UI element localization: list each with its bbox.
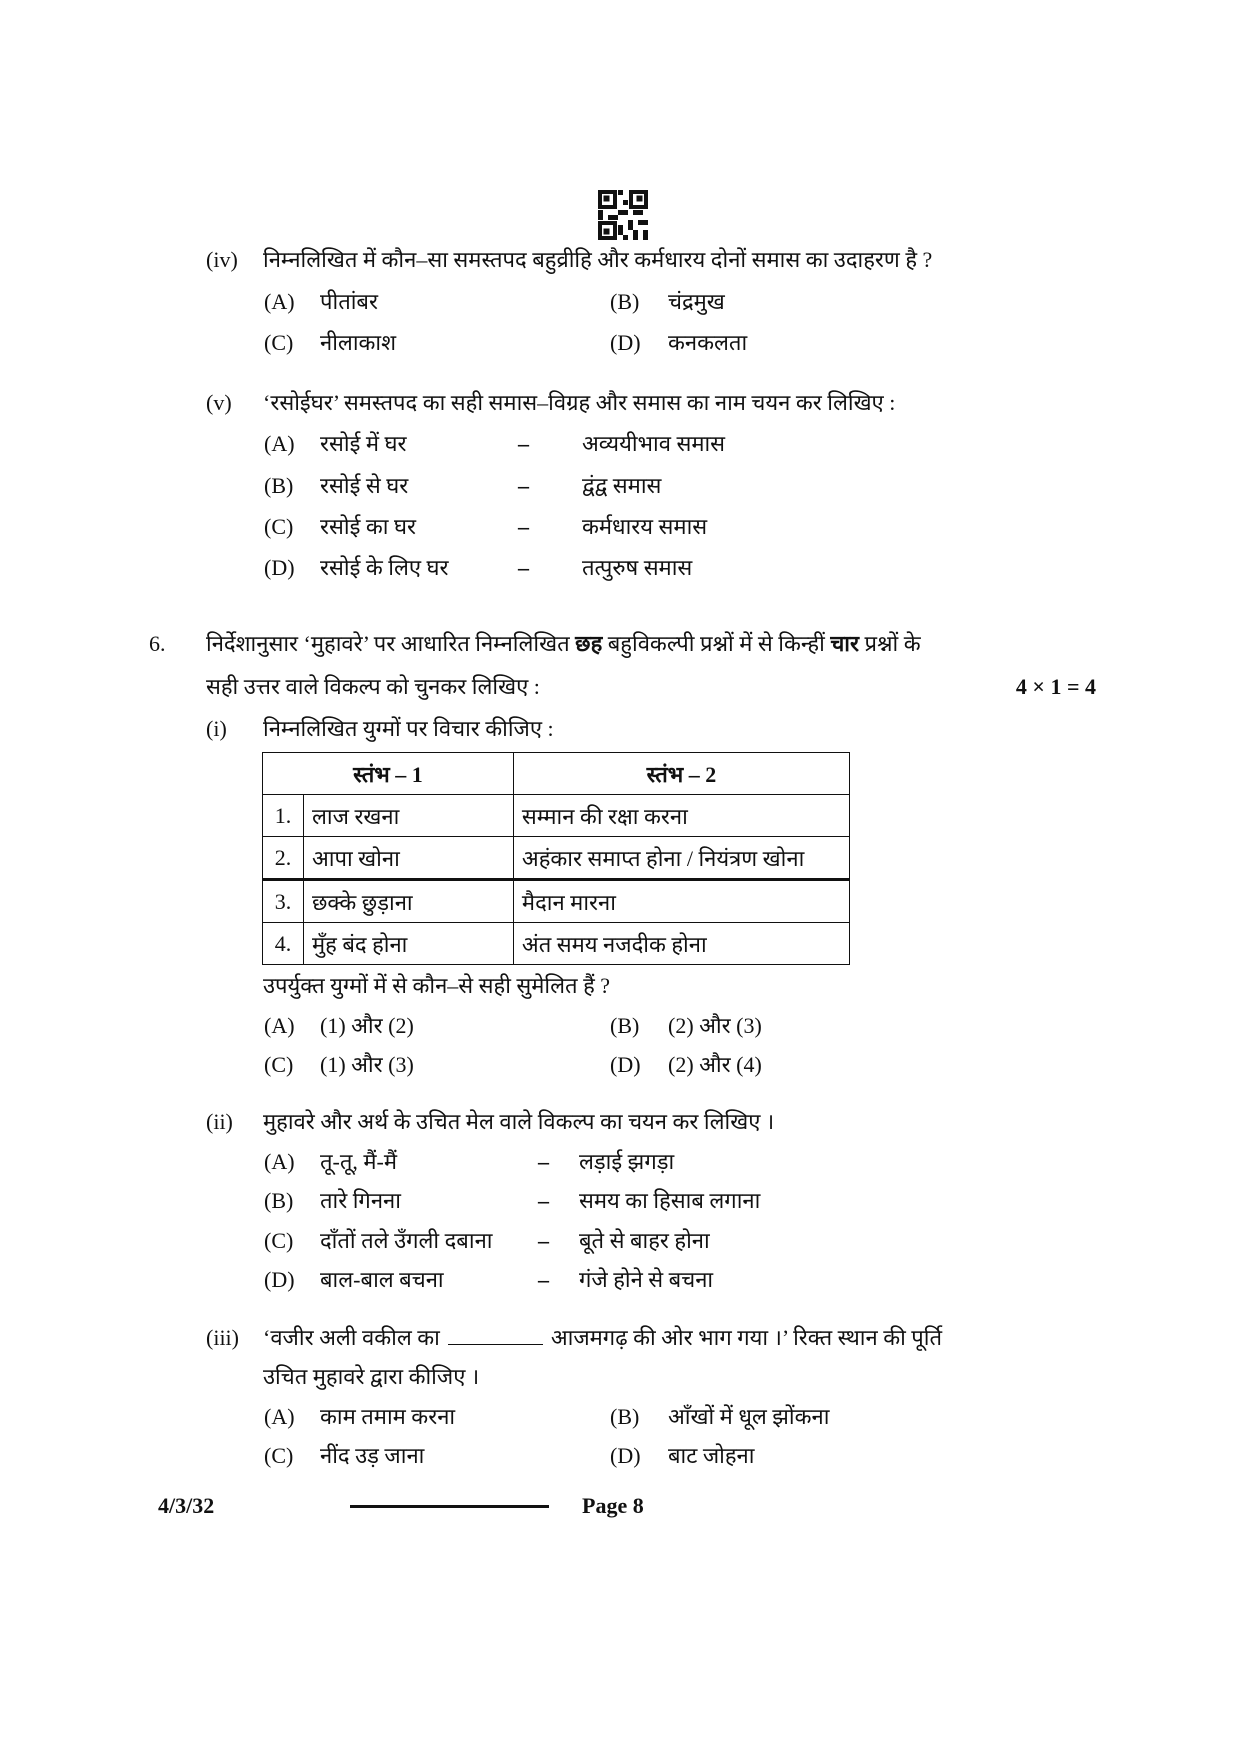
question-text-end: आजमगढ़ की ओर भाग गया ।’ रिक्त स्थान की पूर्ति [550,1325,943,1350]
idiom: छक्के छुड़ाना [304,880,514,923]
option-label: (B) [264,1188,294,1213]
option-label: (C) [264,1228,294,1253]
option-meaning: बूते से बाहर होना [579,1228,710,1253]
row-number: 3. [263,880,304,923]
qr-code-icon [598,190,648,240]
option-meaning: लड़ाई झगड़ा [579,1149,675,1174]
fill-in-blank [448,1326,543,1345]
row-number: 4. [263,923,304,965]
option-label: (D) [610,1052,641,1077]
table-row [263,795,850,837]
dash-separator: – [538,1267,549,1292]
question-text: निम्नलिखित युग्मों पर विचार कीजिए : [263,716,554,741]
option-text: (1) और (3) [320,1052,414,1077]
option-text: तारे गिनना [320,1188,401,1213]
instruction-text: प्रश्नों के [858,631,921,656]
instruction-text: बहुविकल्पी प्रश्नों में से किन्हीं [602,631,831,656]
question-text: मुहावरे और अर्थ के उचित मेल वाले विकल्प का चयन कर लिखिए । [263,1109,775,1134]
option-label: (C) [264,1443,294,1468]
meaning: अहंकार समाप्त होना / नियंत्रण खोना [513,837,849,880]
question-number: (v) [206,390,232,415]
question-text: ‘रसोईघर’ समस्तपद का सही समास–विग्रह और समास का नाम चयन कर लिखिए : [263,390,896,415]
dash-separator: – [538,1228,549,1253]
dash-separator: – [518,514,529,539]
option-text: आँखों में धूल झोंकना [668,1404,830,1429]
option-text: बाल-बाल बचना [320,1267,444,1292]
option-meaning: तत्पुरुष समास [582,555,693,580]
dash-separator: – [518,555,529,580]
option-text: तू-तू, मैं-मैं [320,1149,398,1174]
meaning: मैदान मारना [513,880,849,923]
question-number: (iv) [206,247,238,272]
idiom: आपा खोना [304,837,514,880]
option-label: (D) [610,1443,641,1468]
option-text: रसोई के लिए घर [320,555,449,580]
option-label: (D) [264,555,295,580]
option-text: दाँतों तले उँगली दबाना [320,1228,493,1253]
option-text: बाट जोहना [668,1443,755,1468]
idiom: लाज रखना [304,795,514,837]
question-number: (ii) [206,1109,233,1134]
question-text: निम्नलिखित में कौन–सा समस्तपद बहुव्रीहि और कर्मधारय दोनों समास का उदाहरण है ? [263,247,933,272]
option-label: (C) [264,330,294,355]
row-number: 2. [263,837,304,880]
option-text: चंद्रमुख [668,289,725,314]
row-number: 1. [263,795,304,837]
column-2-header: स्तंभ – 2 [513,753,849,795]
table-row [263,880,850,923]
question-text [263,1324,942,1352]
dash-separator: – [538,1149,549,1174]
question-number: (iii) [206,1325,239,1350]
idiom: मुँह बंद होना [304,923,514,965]
marks: 4 × 1 = 4 [1015,674,1096,699]
option-label: (A) [264,1013,295,1038]
table-row [263,837,850,880]
option-label: (C) [264,1052,294,1077]
table-row [263,923,850,965]
meaning: अंत समय नजदीक होना [513,923,849,965]
option-meaning: समय का हिसाब लगाना [579,1188,761,1213]
option-label: (B) [610,1404,640,1429]
column-1-header: स्तंभ – 1 [263,753,514,795]
option-label: (D) [610,330,641,355]
instruction-bold: छह [575,631,603,656]
option-text: रसोई से घर [320,473,409,498]
question-number: 6. [149,631,166,656]
option-meaning: द्वंद्व समास [582,473,662,498]
option-text: काम तमाम करना [320,1404,456,1429]
option-label: (A) [264,1149,295,1174]
page-number: Page 8 [582,1493,644,1518]
matching-table [262,752,850,965]
option-label: (B) [610,289,640,314]
option-label: (D) [264,1267,295,1292]
option-label: (A) [264,289,295,314]
option-text: नींद उड़ जाना [320,1443,425,1468]
option-label: (B) [264,473,294,498]
dash-separator: – [518,473,529,498]
option-text: नीलाकाश [320,330,397,355]
option-meaning: कर्मधारय समास [582,514,708,539]
option-label: (B) [610,1013,640,1038]
option-label: (A) [264,1404,295,1429]
option-meaning: अव्ययीभाव समास [582,431,726,456]
option-label: (C) [264,514,294,539]
instruction-text: निर्देशानुसार ‘मुहावरे’ पर आधारित निम्नलिखित [206,631,576,656]
question-text: उपर्युक्त युग्मों में से कौन–से सही सुमेलित हैं ? [263,973,611,998]
instruction-bold: चार [830,631,859,656]
option-text: (1) और (2) [320,1013,414,1038]
paper-code: 4/3/32 [158,1493,215,1518]
option-label: (A) [264,431,295,456]
dash-separator: – [538,1188,549,1213]
question-text-start: ‘वजीर अली वकील का [263,1325,440,1350]
question-text-line2: उचित मुहावरे द्वारा कीजिए । [263,1364,480,1389]
dash-separator: – [518,431,529,456]
option-text: कनकलता [668,330,748,355]
option-text: पीतांबर [320,289,378,314]
option-text: रसोई का घर [320,514,416,539]
option-text: रसोई में घर [320,431,407,456]
option-text: (2) और (4) [668,1052,762,1077]
question-instructions [206,630,921,658]
question-number: (i) [206,716,227,741]
meaning: सम्मान की रक्षा करना [513,795,849,837]
option-text: (2) और (3) [668,1013,762,1038]
option-meaning: गंजे होने से बचना [579,1267,714,1292]
footer-divider [350,1505,549,1508]
question-instructions-line2: सही उत्तर वाले विकल्प को चुनकर लिखिए : [206,674,540,699]
